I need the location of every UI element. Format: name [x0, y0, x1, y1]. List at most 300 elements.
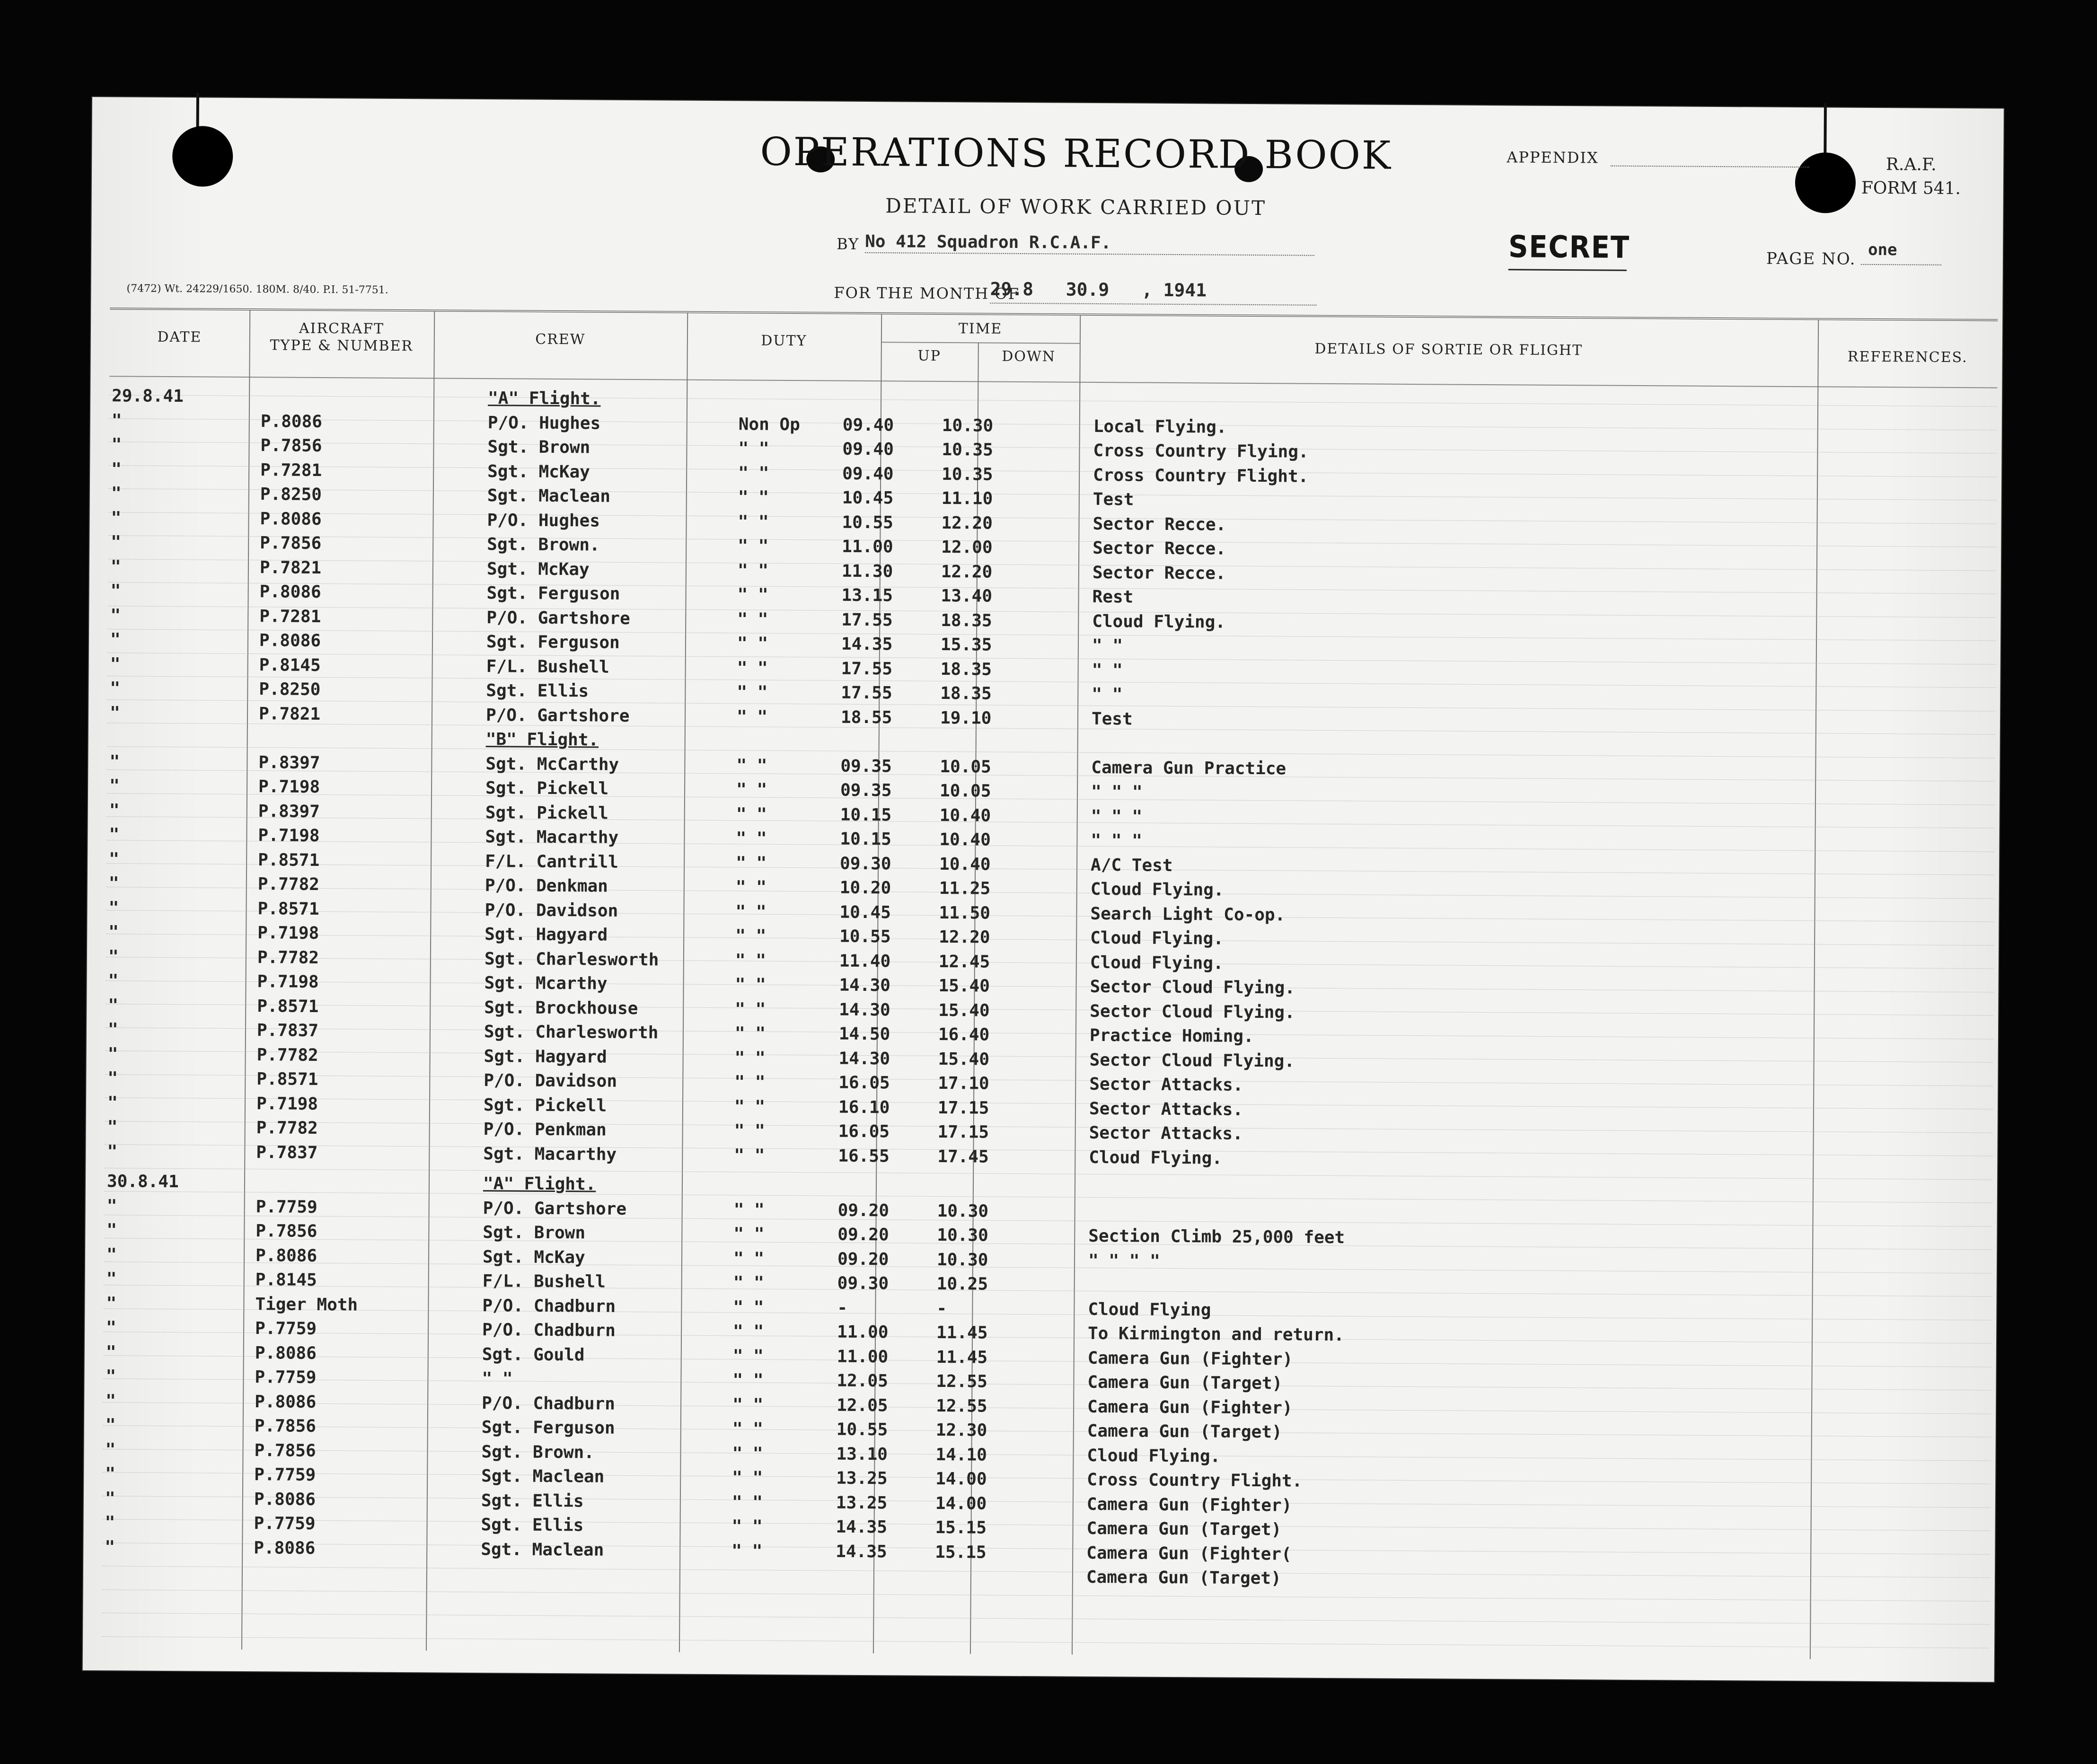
col-time: TIME [958, 320, 1003, 337]
ruled-lines [110, 309, 1998, 321]
time-down-cell: 18.35 [940, 659, 992, 679]
details-cell: Sector Cloud Flying. [1090, 1001, 1295, 1023]
date-cell: " [107, 1093, 118, 1112]
time-down-cell: 15.40 [938, 1000, 990, 1021]
time-down-cell: 14.00 [935, 1469, 987, 1489]
duty-cell: " " [732, 1322, 764, 1341]
time-up-cell: 14.30 [839, 1000, 890, 1020]
date-cell: " [105, 1415, 116, 1435]
date-cell: " [106, 1391, 116, 1411]
time-up-cell: 09.20 [837, 1200, 890, 1220]
date-cell: " [107, 1141, 118, 1161]
col-time-down: DOWN [1002, 348, 1056, 365]
time-up-cell: 09.35 [840, 780, 892, 801]
time-up-cell: 13.25 [836, 1468, 888, 1489]
duty-cell: " " [736, 829, 767, 848]
crew-cell: Sgt. McCarthy [485, 754, 619, 775]
page-subtitle: DETAIL OF WORK CARRIED OUT [885, 194, 1267, 220]
date-cell: " [111, 410, 122, 430]
date-cell: " [106, 1342, 116, 1362]
time-up-cell: 14.30 [839, 975, 891, 996]
col-crew: CREW [535, 331, 586, 348]
time-up-cell: 16.10 [838, 1097, 890, 1117]
time-down-cell: 10.30 [937, 1225, 988, 1245]
time-down-cell: 18.35 [940, 683, 992, 704]
duty-cell: " " [735, 877, 767, 897]
crew-cell: Sgt. Charlesworth [484, 949, 659, 970]
aircraft-cell: P.8250 [260, 485, 322, 504]
duty-cell: " " [738, 463, 769, 483]
duty-cell: " " [733, 1224, 765, 1244]
time-down-cell: 15.15 [935, 1542, 987, 1562]
time-up-cell: - [837, 1298, 848, 1318]
time-down-cell: 10.35 [942, 440, 993, 460]
date-cell: " [108, 995, 119, 1015]
time-down-cell: 17.15 [937, 1098, 989, 1118]
date-cell: " [106, 1220, 117, 1240]
aircraft-cell: Tiger Moth [255, 1294, 358, 1314]
time-header-divider [881, 342, 1080, 344]
time-up-cell: 11.00 [837, 1347, 889, 1367]
duty-cell: " " [735, 950, 767, 970]
crew-cell: Sgt. Ferguson [486, 632, 620, 653]
details-cell: Camera Gun (Fighter) [1087, 1397, 1293, 1418]
time-down-cell: 15.40 [938, 976, 990, 996]
date-cell: " [106, 1269, 117, 1289]
date-cell: " [108, 971, 119, 991]
crew-cell: Sgt. Brockhouse [484, 997, 638, 1018]
time-down-cell: 11.25 [939, 878, 991, 899]
aircraft-cell: P.7281 [260, 460, 322, 480]
aircraft-cell: P.8086 [260, 509, 322, 529]
details-cell: A/C Test [1091, 855, 1173, 875]
punch-hole-left [172, 126, 233, 187]
col-duty: DUTY [761, 332, 807, 350]
date-cell: " [108, 873, 119, 893]
aircraft-cell: P.7782 [256, 1118, 318, 1138]
time-up-cell: 12.05 [837, 1371, 888, 1391]
appendix-field [1611, 166, 1809, 168]
time-down-cell: 17.15 [937, 1122, 989, 1142]
details-cell: Cloud Flying. [1090, 879, 1224, 900]
duty-cell: " " [734, 1048, 766, 1068]
details-cell: " " " [1091, 782, 1143, 802]
aircraft-cell: P.7782 [257, 947, 319, 968]
time-down-cell: 17.45 [937, 1147, 989, 1167]
time-down-cell: 16.40 [938, 1024, 990, 1045]
duty-cell: " " [734, 1145, 765, 1165]
crew-cell: P/O. Gartshore [486, 608, 630, 628]
duty-cell: " " [736, 780, 767, 800]
time-down-cell: - [936, 1298, 947, 1318]
time-down-cell: 12.45 [938, 952, 990, 972]
details-cell: Sector Cloud Flying. [1089, 1050, 1295, 1071]
time-up-cell: 14.50 [838, 1024, 890, 1044]
duty-cell: " " [737, 609, 768, 629]
time-up-cell: 13.15 [841, 585, 893, 606]
aircraft-cell: P.7759 [256, 1197, 317, 1217]
duty-cell: " " [731, 1541, 763, 1561]
col-date: DATE [157, 328, 202, 346]
record-table [102, 308, 1998, 1660]
time-up-cell: 10.55 [839, 926, 891, 947]
time-up-cell: 16.05 [838, 1073, 890, 1093]
duty-cell: " " [732, 1370, 764, 1390]
time-down-cell: 10.35 [942, 464, 993, 485]
crew-cell: Sgt. McKay [486, 559, 590, 579]
time-down-cell: 11.50 [939, 903, 991, 923]
crew-cell: P/O. Penkman [483, 1120, 607, 1140]
time-down-cell: 10.30 [936, 1250, 988, 1270]
aircraft-cell: P.7856 [260, 533, 322, 553]
details-cell: Section Climb 25,000 feet [1088, 1226, 1345, 1248]
crew-cell: P/O. Gartshore [483, 1198, 627, 1219]
date-cell: " [106, 1293, 117, 1313]
date-cell: 30.8.41 [106, 1172, 179, 1192]
col-time-up: UP [917, 347, 942, 364]
details-cell: Camera Gun (Target) [1086, 1567, 1281, 1588]
duty-cell: " " [732, 1468, 763, 1488]
time-up-cell: 17.55 [841, 659, 893, 679]
time-up-cell: 11.00 [837, 1322, 889, 1342]
date-cell: " [107, 1020, 118, 1040]
time-up-cell: 14.30 [838, 1049, 890, 1068]
details-cell: Sector Attacks. [1089, 1099, 1243, 1120]
details-cell: Camera Gun (Target) [1087, 1372, 1283, 1394]
aircraft-cell: P.8145 [259, 655, 321, 675]
aircraft-cell: P.8250 [259, 679, 321, 699]
crew-cell: Sgt. Brown. [481, 1442, 595, 1463]
details-cell: Sector Recce. [1093, 514, 1226, 535]
aircraft-cell: P.7759 [254, 1514, 316, 1534]
date-cell: " [107, 1044, 118, 1064]
crew-cell: Sgt. Hagyard [484, 1046, 607, 1067]
time-up-cell: 09.40 [842, 415, 894, 435]
date-cell: 29.8.41 [112, 386, 184, 406]
binder-pin-right [1824, 103, 1827, 159]
crew-cell: Sgt. Mcarthy [484, 973, 608, 994]
crew-cell: P/O. Chadburn [482, 1393, 616, 1414]
aircraft-cell: P.8145 [255, 1270, 317, 1290]
crew-cell: " " [482, 1369, 513, 1389]
date-cell: " [110, 581, 121, 601]
aircraft-cell: P.7856 [254, 1416, 317, 1436]
aircraft-cell: P.8086 [260, 411, 322, 432]
print-code: (7472) Wt. 24229/1650. 180M. 8/40. P.I. 51-7751. [126, 282, 388, 296]
details-cell: Camera Gun (Target) [1086, 1518, 1282, 1540]
month-label: FOR THE MONTH OF [834, 283, 1020, 303]
form-label: FORM 541. [1861, 178, 1961, 199]
time-down-cell: 12.55 [936, 1396, 987, 1416]
aircraft-cell: P.8571 [258, 850, 320, 870]
date-cell: " [105, 1537, 115, 1557]
crew-cell: Sgt. Pickell [485, 778, 609, 799]
aircraft-cell: P.7759 [255, 1319, 317, 1339]
aircraft-cell: P.8086 [255, 1343, 317, 1363]
details-cell: Camera Gun (Fighter( [1086, 1543, 1292, 1564]
page-number-field [1861, 264, 1941, 265]
date-cell: " [105, 1464, 116, 1484]
date-cell: " [108, 922, 119, 942]
aircraft-cell: P.7198 [257, 972, 319, 992]
details-cell: Sector Recce. [1092, 563, 1226, 583]
duty-cell: " " [736, 804, 767, 824]
crew-cell: P/O. Chadburn [482, 1296, 616, 1316]
crew-cell: Sgt. Ferguson [481, 1418, 615, 1438]
duty-cell: " " [736, 706, 768, 727]
date-cell: " [105, 1513, 115, 1533]
details-cell: Camera Gun Practice [1091, 758, 1286, 778]
time-down-cell: 14.00 [935, 1493, 987, 1514]
crew-cell: Sgt. Brown [483, 1223, 586, 1243]
aircraft-cell: P.8571 [256, 1069, 318, 1089]
crew-cell: Sgt. Ellis [486, 681, 589, 701]
aircraft-cell: P.8086 [254, 1489, 316, 1509]
crew-cell: P/O. Davidson [485, 900, 618, 921]
time-down-cell: 10.40 [939, 829, 991, 850]
time-up-cell: 10.20 [839, 878, 891, 898]
duty-cell: " " [734, 1121, 765, 1141]
crew-cell: P/O. Denkman [485, 876, 608, 896]
details-cell: " " [1092, 684, 1123, 705]
aircraft-cell: P.7837 [256, 1021, 319, 1041]
page-number-value: one [1868, 240, 1897, 260]
duty-cell: " " [733, 1200, 765, 1220]
time-up-cell: 09.20 [837, 1249, 889, 1269]
duty-cell: " " [738, 487, 769, 507]
details-cell: Search Light Co-op. [1090, 904, 1286, 925]
crew-cell: F/L. Bushell [486, 656, 609, 677]
time-up-cell: 16.05 [838, 1121, 890, 1142]
col-references: REFERENCES. [1847, 348, 1968, 366]
time-down-cell: 15.35 [940, 635, 992, 655]
by-label: BY [837, 235, 860, 253]
duty-cell: " " [737, 585, 768, 605]
time-up-cell: 16.55 [838, 1146, 890, 1166]
crew-cell: "A" Flight. [488, 388, 601, 409]
details-cell: Cloud Flying [1088, 1299, 1211, 1320]
aircraft-cell: P.7782 [256, 1045, 318, 1065]
details-cell: Cloud Flying. [1090, 953, 1224, 973]
time-down-cell: 12.30 [935, 1420, 987, 1440]
time-down-cell: 10.40 [939, 805, 991, 826]
date-cell: " [105, 1439, 116, 1459]
time-down-cell: 12.55 [936, 1371, 987, 1392]
date-cell: " [111, 484, 122, 503]
crew-cell: Sgt. Maclean [487, 486, 611, 506]
date-cell: " [111, 508, 122, 528]
crew-cell: Sgt. Maclean [481, 1539, 604, 1560]
time-down-cell: 10.05 [939, 781, 991, 801]
time-up-cell: 10.15 [840, 805, 892, 825]
time-up-cell: 14.35 [836, 1517, 888, 1537]
crew-cell: P/O. Chadburn [482, 1320, 616, 1341]
duty-cell: " " [732, 1394, 764, 1415]
time-up-cell: 09.30 [840, 854, 891, 873]
details-cell: Test [1093, 489, 1134, 510]
ruled-line [102, 1636, 1990, 1648]
time-up-cell: 11.30 [841, 561, 893, 581]
date-cell: " [110, 605, 121, 625]
crew-cell: Sgt. Pickell [483, 1095, 607, 1116]
date-cell: " [106, 1318, 116, 1338]
time-down-cell: 12.20 [941, 562, 993, 582]
date-cell: " [110, 556, 121, 576]
time-down-cell: 12.20 [941, 513, 993, 533]
page-number-label: PAGE NO. [1766, 249, 1856, 269]
aircraft-cell: P.8086 [259, 582, 321, 602]
time-up-cell: 09.40 [842, 464, 894, 484]
squadron-value: No 412 Squadron R.C.A.F. [865, 231, 1111, 253]
duty-cell: " " [731, 1517, 763, 1536]
duty-cell: " " [735, 999, 766, 1019]
date-cell: " [107, 1117, 118, 1137]
aircraft-cell: P.8086 [255, 1245, 317, 1266]
crew-cell: Sgt. Macarthy [483, 1144, 617, 1164]
details-cell: To Kirmington and return. [1087, 1323, 1345, 1345]
duty-cell: " " [731, 1492, 763, 1512]
time-up-cell: 09.20 [837, 1225, 889, 1245]
crew-cell: Sgt. McKay [482, 1247, 585, 1267]
details-cell: Camera Gun (Fighter) [1086, 1494, 1292, 1516]
time-up-cell: 10.55 [836, 1420, 888, 1440]
duty-cell: " " [732, 1346, 764, 1366]
aircraft-cell: P.7198 [257, 923, 319, 943]
crew-cell: P/O. Gartshore [485, 705, 630, 726]
date-cell: " [111, 532, 122, 552]
aircraft-cell: P.7759 [254, 1465, 316, 1485]
crew-cell: "B" Flight. [485, 730, 599, 750]
details-cell: Cloud Flying. [1087, 1446, 1221, 1466]
details-cell: Cloud Flying. [1090, 928, 1224, 949]
details-cell: Cross Country Flying. [1093, 441, 1309, 462]
crew-cell: Sgt. Hagyard [485, 925, 608, 945]
duty-cell: " " [737, 682, 768, 702]
time-up-cell: 14.35 [841, 634, 893, 654]
duty-cell: " " [736, 755, 767, 776]
aircraft-cell: P.7198 [258, 826, 320, 846]
time-up-cell: 17.55 [841, 683, 892, 703]
aircraft-cell: P.7198 [258, 777, 320, 797]
duty-cell: " " [737, 658, 768, 678]
time-up-cell: 09.35 [840, 756, 892, 776]
aircraft-cell: P.8086 [255, 1392, 317, 1412]
time-up-cell: 10.45 [842, 488, 894, 508]
time-up-cell: 13.25 [836, 1493, 888, 1513]
by-field [865, 252, 1314, 256]
date-cell: " [106, 1367, 116, 1386]
time-up-cell: 11.40 [839, 951, 891, 971]
date-cell: " [111, 459, 122, 479]
details-cell: Camera Gun (Fighter) [1087, 1348, 1293, 1369]
crew-cell: Sgt. Ellis [481, 1515, 584, 1535]
date-cell: " [105, 1488, 115, 1508]
date-cell: " [109, 751, 120, 771]
crew-cell: P/O. Hughes [487, 510, 600, 531]
aircraft-cell: P.7856 [254, 1440, 316, 1461]
time-up-cell: 11.00 [842, 537, 893, 557]
time-up-cell: 10.45 [839, 902, 891, 922]
crew-cell: P/O. Hughes [487, 413, 601, 433]
details-cell: Camera Gun (Target) [1087, 1421, 1282, 1442]
crew-cell: Sgt. Macarthy [485, 827, 619, 847]
crew-cell: Sgt. Charlesworth [484, 1022, 659, 1043]
date-cell: " [108, 946, 119, 966]
header-divider [109, 376, 1997, 388]
time-down-cell: 19.10 [940, 708, 992, 728]
time-up-cell: 13.10 [836, 1444, 888, 1464]
duty-cell: " " [734, 1072, 766, 1092]
time-down-cell: 15.15 [935, 1517, 987, 1538]
date-cell: " [106, 1196, 117, 1216]
time-up-cell: 09.30 [837, 1273, 889, 1294]
details-cell: Sector Attacks. [1089, 1123, 1243, 1144]
time-up-cell: 12.05 [837, 1395, 888, 1415]
time-down-cell: 10.40 [939, 854, 991, 874]
aircraft-cell: P.7856 [260, 436, 322, 456]
details-cell: Practice Homing. [1089, 1025, 1254, 1047]
duty-cell: Non Op [738, 414, 800, 434]
date-cell: " [109, 776, 120, 796]
secret-underline [1508, 269, 1627, 271]
aircraft-cell: P.7759 [255, 1367, 317, 1387]
time-down-cell: 13.40 [941, 586, 993, 606]
date-cell: " [108, 898, 119, 917]
aircraft-cell: P.8397 [258, 801, 320, 821]
aircraft-cell: P.8571 [257, 996, 319, 1016]
time-up-cell: 18.55 [840, 707, 892, 727]
time-down-cell: 18.35 [941, 610, 992, 631]
aircraft-cell: P.8086 [254, 1538, 316, 1558]
details-cell: Rest [1092, 587, 1134, 607]
aircraft-cell: P.8086 [259, 631, 321, 651]
ruled-line [102, 1613, 1990, 1624]
duty-cell: " " [735, 901, 767, 922]
crew-cell: Sgt. Maclean [481, 1466, 605, 1487]
time-down-cell: 14.10 [935, 1445, 987, 1465]
crew-cell: Sgt. Brown [487, 437, 590, 458]
aircraft-cell: P.7821 [259, 557, 322, 578]
aircraft-cell: P.7821 [258, 704, 321, 724]
date-cell: " [111, 435, 122, 455]
duty-cell: " " [732, 1443, 763, 1464]
duty-cell: " " [738, 439, 769, 459]
duty-cell: " " [738, 536, 769, 556]
date-cell: " [106, 1244, 117, 1264]
time-down-cell: 10.30 [937, 1201, 989, 1221]
duty-cell: " " [735, 975, 766, 995]
crew-cell: F/L. Bushell [482, 1271, 606, 1292]
details-cell: Cloud Flying. [1089, 1147, 1223, 1168]
details-cell: " " [1092, 635, 1123, 656]
crew-cell: F/L. Cantrill [485, 851, 619, 872]
details-cell: " " " [1091, 806, 1143, 827]
time-down-cell: 11.45 [936, 1323, 988, 1343]
time-down-cell: 10.25 [936, 1274, 988, 1294]
duty-cell: " " [736, 853, 767, 873]
time-up-cell: 17.55 [841, 610, 893, 630]
secret-stamp: SECRET [1508, 229, 1630, 265]
aircraft-cell: P.7856 [256, 1221, 317, 1241]
crew-cell: Sgt. Gould [482, 1344, 585, 1365]
details-cell: Sector Attacks. [1089, 1074, 1243, 1095]
crew-cell: Sgt. Brown. [487, 535, 600, 555]
details-cell: Cross Country Flight. [1087, 1470, 1303, 1491]
details-cell: Test [1091, 709, 1133, 729]
appendix-label: APPENDIX [1507, 148, 1599, 167]
record-sheet [83, 97, 2004, 1682]
duty-cell: " " [738, 512, 769, 532]
